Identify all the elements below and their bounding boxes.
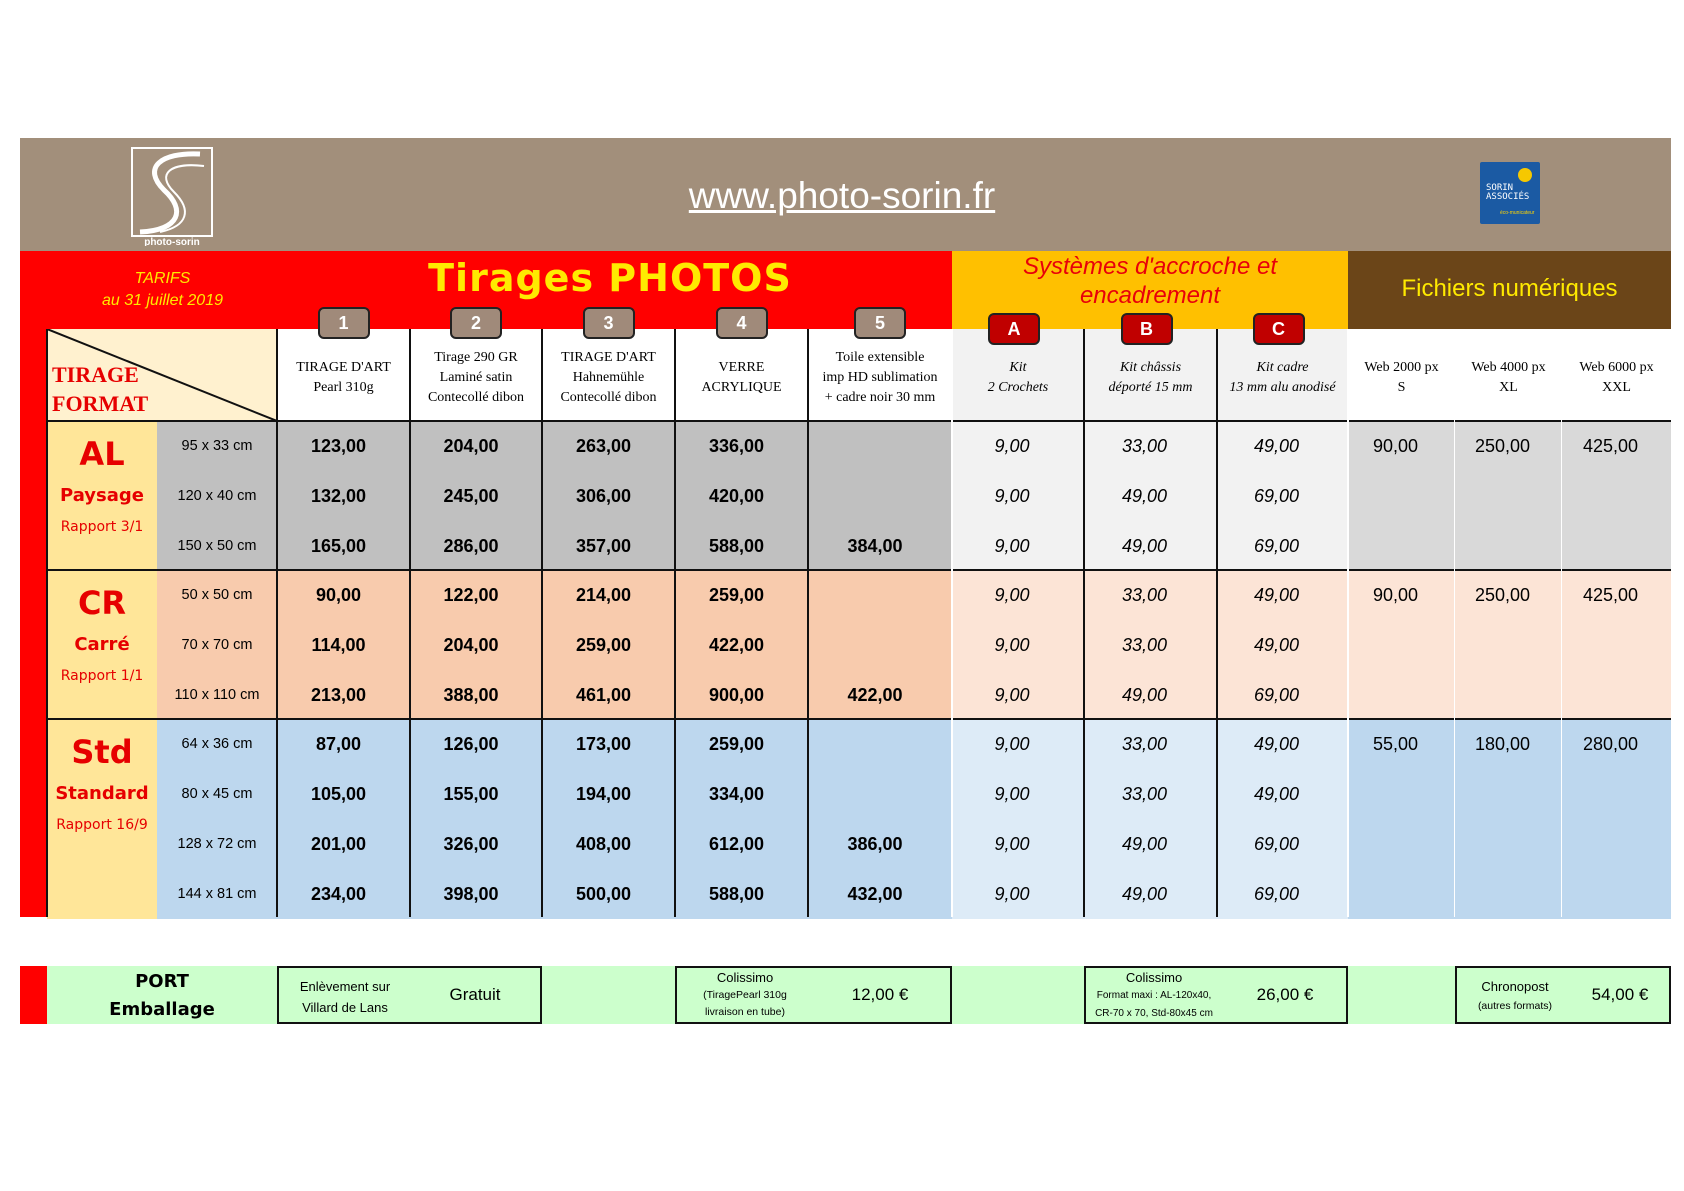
file-price-cell: [1455, 471, 1550, 521]
file-price-cell: 55,00: [1372, 733, 1419, 754]
column-header-label: Kit cadre 13 mm alu anodisé: [1229, 360, 1336, 395]
price-cell: 306,00: [575, 485, 632, 506]
file-price-cell: [1348, 521, 1443, 571]
price-cell: 213,00: [310, 684, 367, 705]
kit-price-cell: 69,00: [1253, 535, 1300, 556]
price-cell: 286,00: [443, 535, 499, 556]
column-divider: [1454, 329, 1455, 917]
file-price-cell: [1348, 620, 1443, 670]
price-cell: 259,00: [708, 584, 765, 605]
kit-price-cell: 33,00: [1121, 435, 1168, 456]
price-cell: [808, 719, 942, 769]
pickup-price: Gratuit: [449, 985, 501, 1004]
price-cell: 588,00: [708, 535, 765, 556]
kit-price-cell: 69,00: [1253, 485, 1300, 506]
file-price-cell: 90,00: [1372, 435, 1419, 456]
file-price-cell: 250,00: [1474, 584, 1531, 605]
column-badge: B: [1121, 313, 1173, 345]
column-divider: [807, 329, 809, 917]
column-divider: [1347, 329, 1349, 917]
price-cell: 259,00: [708, 733, 765, 754]
file-price-cell: 425,00: [1582, 435, 1639, 456]
file-price-cell: [1348, 769, 1443, 819]
price-cell: 612,00: [708, 833, 765, 854]
price-cell: 204,00: [443, 435, 499, 456]
tarifs-label: TARIFS: [134, 270, 191, 287]
price-cell: [808, 769, 942, 819]
column-badge: 4: [716, 307, 768, 339]
column-header-label: Web 6000 px XXL: [1579, 360, 1654, 395]
column-header-label: TIRAGE D'ART Hahnemühle Contecollé dibon: [560, 350, 657, 405]
format-cell: 50 x 50 cm: [181, 587, 253, 603]
group-name: Paysage: [60, 485, 144, 506]
corner-label: [52, 360, 148, 418]
file-price-cell: [1562, 620, 1659, 670]
group-ratio: Rapport 16/9: [56, 817, 148, 833]
price-cell: 588,00: [708, 883, 765, 904]
systems-title: Systèmes d'accroche et encadrement: [1022, 253, 1278, 309]
file-price-cell: [1455, 819, 1550, 869]
kit-price-cell: 69,00: [1253, 684, 1300, 705]
file-price-cell: [1562, 819, 1659, 869]
price-cell: 420,00: [708, 485, 765, 506]
kit-price-cell: 69,00: [1253, 883, 1300, 904]
price-cell: 234,00: [310, 883, 367, 904]
kit-price-cell: 9,00: [994, 883, 1030, 904]
file-price-cell: [1562, 471, 1659, 521]
format-cell: 150 x 50 cm: [177, 538, 257, 554]
group-ratio: Rapport 3/1: [60, 519, 144, 535]
kit-price-cell: 49,00: [1253, 733, 1300, 754]
kit-price-cell: 49,00: [1121, 833, 1168, 854]
price-cell: 245,00: [443, 485, 499, 506]
format-cell: 110 x 110 cm: [174, 687, 260, 703]
group-name: Carré: [74, 634, 130, 655]
price-cell: 900,00: [708, 684, 765, 705]
kit-price-cell: 49,00: [1253, 435, 1300, 456]
corner-format: FORMAT: [52, 391, 149, 416]
kit-price-cell: 33,00: [1121, 783, 1168, 804]
column-header-label: Kit châssis déporté 15 mm: [1108, 360, 1193, 395]
kit-price-cell: 9,00: [994, 435, 1030, 456]
column-badge: 3: [583, 307, 635, 339]
column-divider: [409, 329, 411, 917]
file-price-cell: [1455, 769, 1550, 819]
file-price-cell: [1348, 670, 1443, 720]
logo-right-line2: ASSOCIÉS: [1486, 192, 1530, 202]
kit-price-cell: 49,00: [1253, 783, 1300, 804]
kit-price-cell: 49,00: [1121, 883, 1168, 904]
price-cell: 123,00: [310, 435, 367, 456]
chronopost-price: 54,00 €: [1591, 985, 1649, 1004]
file-price-cell: [1348, 819, 1443, 869]
format-cell: 70 x 70 cm: [181, 637, 253, 653]
column-header-label: Kit 2 Crochets: [987, 360, 1049, 395]
column-divider: [1083, 329, 1085, 917]
file-price-cell: [1455, 869, 1550, 919]
kit-price-cell: 9,00: [994, 833, 1030, 854]
column-divider: [541, 329, 543, 917]
price-cell: 204,00: [443, 634, 499, 655]
port-red-marker: [20, 966, 47, 1024]
price-cell: 334,00: [708, 783, 765, 804]
kit-price-cell: 9,00: [994, 733, 1030, 754]
table-left-border: [46, 329, 48, 917]
file-price-cell: [1455, 620, 1550, 670]
logo-right-line1: SORIN: [1486, 183, 1514, 193]
price-cell: [808, 421, 942, 471]
price-cell: 155,00: [443, 783, 499, 804]
price-cell: 386,00: [847, 833, 903, 854]
price-cell: 165,00: [310, 535, 367, 556]
column-badge: C: [1253, 313, 1305, 345]
kit-price-cell: 9,00: [994, 584, 1030, 605]
column-header-label: Web 2000 px S: [1364, 360, 1439, 395]
sorin-associes-logo: [1480, 162, 1540, 224]
page-title: Tirages PHOTOS: [428, 256, 792, 300]
price-cell: [808, 471, 942, 521]
column-divider: [951, 329, 953, 917]
price-cell: 105,00: [310, 783, 367, 804]
kit-price-cell: 33,00: [1121, 584, 1168, 605]
file-price-cell: 180,00: [1474, 733, 1531, 754]
group-ratio: Rapport 1/1: [60, 668, 144, 684]
kit-price-cell: 9,00: [994, 634, 1030, 655]
group-name: Standard: [55, 783, 149, 804]
price-cell: 398,00: [443, 883, 499, 904]
column-divider: [276, 329, 278, 917]
price-cell: 357,00: [575, 535, 632, 556]
price-cell: 114,00: [311, 634, 366, 655]
pickup-text: Enlèvement sur Villard de Lans: [299, 979, 391, 1015]
column-badge: A: [988, 313, 1040, 345]
logo-right-tag: éco-municateur: [1500, 210, 1535, 216]
kit-price-cell: 49,00: [1121, 535, 1168, 556]
format-cell: 80 x 45 cm: [181, 786, 253, 802]
left-red-strip: [20, 329, 47, 917]
kit-price-cell: 33,00: [1121, 733, 1168, 754]
kit-price-cell: 9,00: [994, 783, 1030, 804]
port-label: PORT Emballage: [109, 971, 215, 1020]
files-title: Fichiers numériques: [1401, 275, 1618, 302]
column-divider: [1216, 329, 1218, 917]
file-price-cell: 280,00: [1582, 733, 1639, 754]
file-price-cell: [1455, 670, 1550, 720]
price-cell: 201,00: [310, 833, 367, 854]
file-price-cell: [1562, 521, 1659, 571]
format-cell: 64 x 36 cm: [181, 736, 253, 752]
kit-price-cell: 49,00: [1121, 684, 1168, 705]
price-cell: 461,00: [575, 684, 632, 705]
group-divider: [47, 718, 1671, 720]
group-code: AL: [79, 435, 125, 473]
price-cell: 422,00: [847, 684, 903, 705]
kit-price-cell: 49,00: [1253, 634, 1300, 655]
chronopost-text: Chronopost (autres formats): [1477, 979, 1553, 1012]
format-cell: 128 x 72 cm: [177, 836, 257, 852]
price-cell: 126,00: [443, 733, 499, 754]
file-price-cell: [1455, 521, 1550, 571]
column-badge: 5: [854, 307, 906, 339]
price-cell: [808, 620, 942, 670]
colissimo-tube-price: 12,00 €: [851, 985, 909, 1004]
column-badge: 1: [318, 307, 370, 339]
column-divider: [674, 329, 676, 917]
format-cell: 120 x 40 cm: [177, 488, 257, 504]
column-divider: [1561, 329, 1562, 917]
colissimo-tube-text: Colissimo (TiragePearl 310g livraison en tube): [703, 970, 787, 1018]
kit-price-cell: 69,00: [1253, 833, 1300, 854]
price-cell: 432,00: [847, 883, 903, 904]
group-code: Std: [71, 733, 133, 771]
column-badge: 2: [450, 307, 502, 339]
column-header-label: Web 4000 px XL: [1471, 360, 1546, 395]
logo-caption: photo-sorin: [144, 237, 200, 246]
price-cell: 122,00: [443, 584, 499, 605]
site-url-link[interactable]: www.photo-sorin.fr: [688, 175, 996, 216]
file-price-cell: [1562, 869, 1659, 919]
price-cell: 384,00: [847, 535, 903, 556]
format-cell: 144 x 81 cm: [177, 886, 257, 902]
price-cell: 214,00: [575, 584, 632, 605]
format-cell: 95 x 33 cm: [181, 438, 253, 454]
price-cell: 263,00: [575, 435, 632, 456]
price-cell: 336,00: [708, 435, 765, 456]
file-price-cell: 425,00: [1582, 584, 1639, 605]
price-cell: 500,00: [575, 883, 632, 904]
price-cell: 326,00: [443, 833, 499, 854]
kit-price-cell: 33,00: [1121, 634, 1168, 655]
kit-price-cell: 9,00: [994, 684, 1030, 705]
price-cell: 259,00: [575, 634, 632, 655]
file-price-cell: [1348, 471, 1443, 521]
logo-dot-icon: [1518, 168, 1532, 182]
kit-price-cell: 49,00: [1253, 584, 1300, 605]
price-cell: 90,00: [315, 584, 362, 605]
kit-price-cell: 9,00: [994, 485, 1030, 506]
column-header-label: TIRAGE D'ART Pearl 310g: [296, 360, 391, 395]
price-cell: 87,00: [315, 733, 362, 754]
file-price-cell: 250,00: [1474, 435, 1531, 456]
price-cell: 422,00: [708, 634, 765, 655]
file-price-cell: [1562, 670, 1659, 720]
kit-price-cell: 9,00: [994, 535, 1030, 556]
group-divider: [47, 569, 1671, 571]
corner-tirage: TIRAGE: [52, 362, 139, 387]
price-cell: 173,00: [575, 733, 632, 754]
kit-price-cell: 49,00: [1121, 485, 1168, 506]
column-header-label: VERRE ACRYLIQUE: [701, 360, 782, 395]
colissimo-format-price: 26,00 €: [1256, 985, 1314, 1004]
file-price-cell: 90,00: [1372, 584, 1419, 605]
group-divider: [47, 420, 1671, 422]
tarifs-date-text: au 31 juillet 2019: [102, 292, 223, 309]
price-cell: 388,00: [443, 684, 499, 705]
price-cell: 132,00: [310, 485, 367, 506]
price-cell: 408,00: [575, 833, 632, 854]
price-cell: [808, 570, 942, 620]
column-header-label: Tirage 290 GR Laminé satin Contecollé dibon: [427, 350, 525, 405]
colissimo-format-text: Colissimo Format maxi : AL-120x40, CR-70 x 70, Std-80x45 cm: [1095, 970, 1213, 1019]
column-header-label: Toile extensible imp HD sublimation + cadre noir 30 mm: [822, 350, 938, 405]
tarifs-date: [90, 268, 235, 312]
group-code: CR: [77, 584, 127, 622]
file-price-cell: [1348, 869, 1443, 919]
file-price-cell: [1562, 769, 1659, 819]
price-cell: 194,00: [575, 783, 632, 804]
